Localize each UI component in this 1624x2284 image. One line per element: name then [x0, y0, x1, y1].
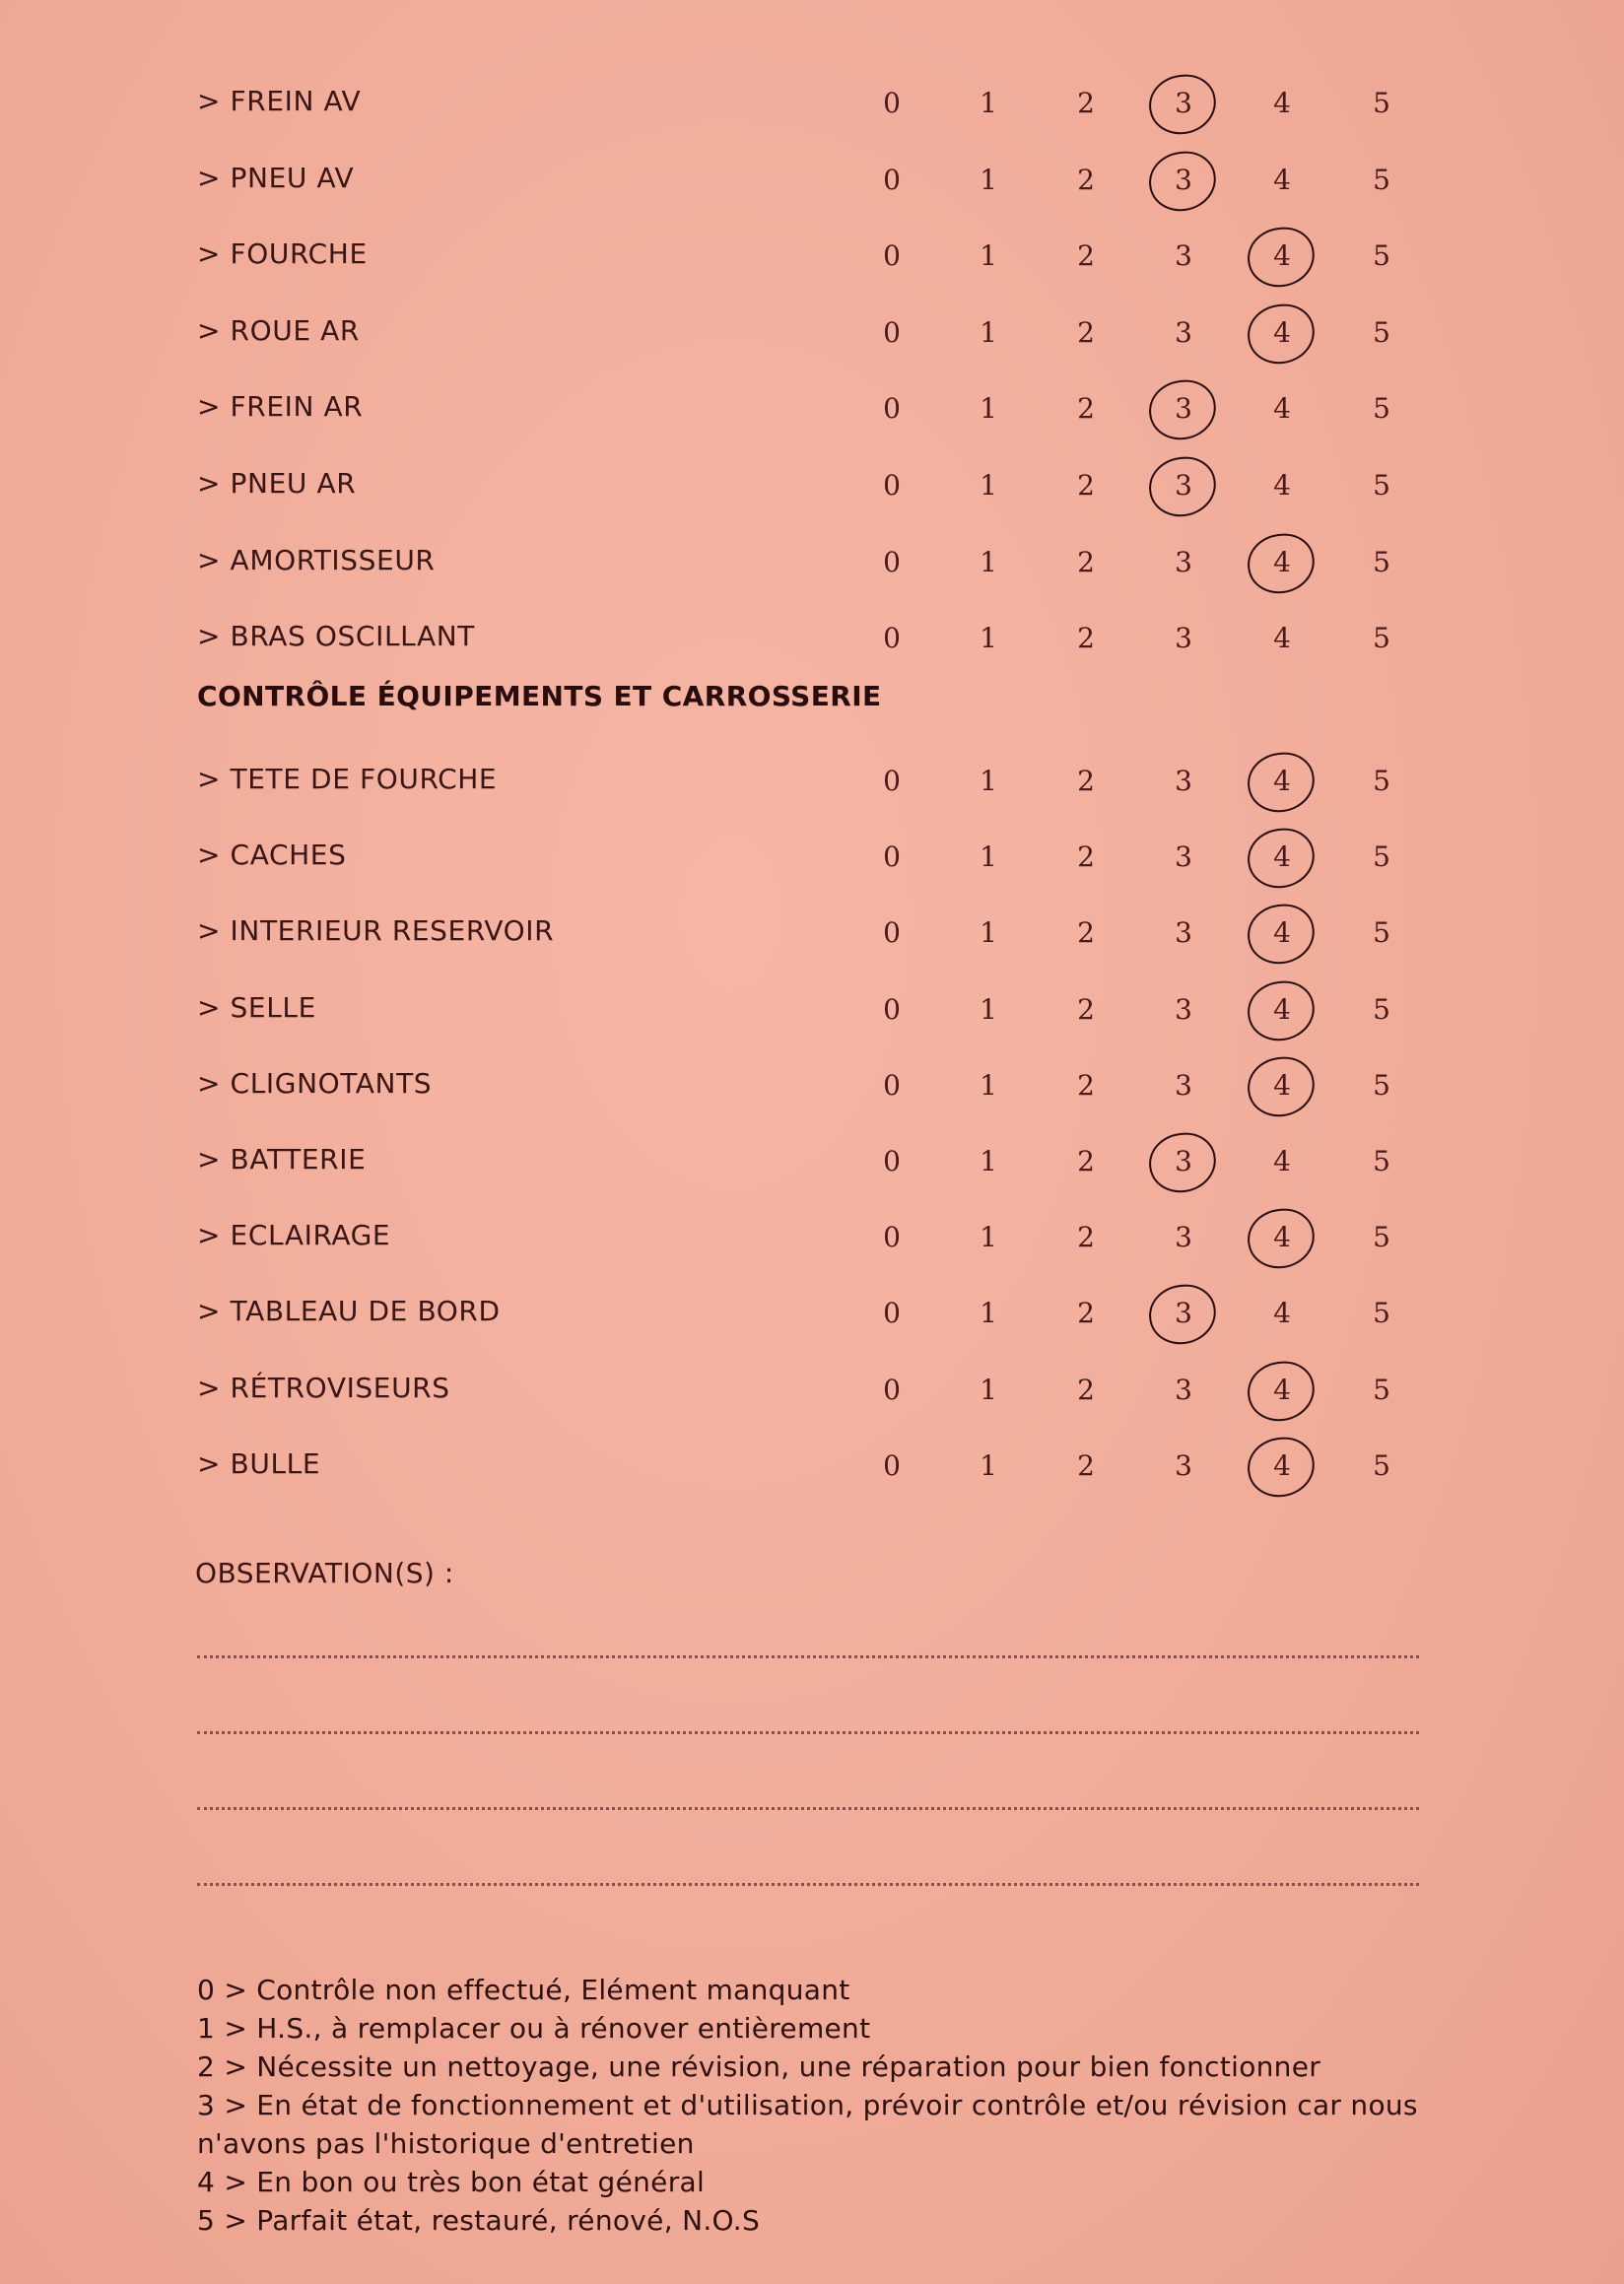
- rating-option-5[interactable]: 5: [1373, 765, 1390, 797]
- checklist-row: [0, 901, 1624, 960]
- rating-option-1[interactable]: 1: [980, 239, 997, 273]
- checklist-item-label: > FREIN AV: [197, 85, 362, 117]
- rating-option-1[interactable]: 1: [980, 392, 997, 426]
- rating-option-5[interactable]: 5: [1373, 916, 1390, 950]
- rating-option-0[interactable]: 0: [883, 87, 901, 119]
- rating-option-4[interactable]: 4: [1262, 916, 1302, 949]
- checklist-item-label: > AMORTISSEUR: [197, 543, 436, 576]
- rating-option-3[interactable]: 3: [1175, 545, 1192, 578]
- rating-option-4[interactable]: 4: [1262, 546, 1302, 578]
- rating-option-3[interactable]: 3: [1175, 1221, 1192, 1254]
- rating-option-2[interactable]: 2: [1077, 1448, 1095, 1482]
- rating-option-3[interactable]: 3: [1164, 392, 1203, 425]
- checklist-row: [0, 1129, 1624, 1188]
- rating-option-1[interactable]: 1: [980, 1145, 997, 1177]
- rating-option-5[interactable]: 5: [1373, 1373, 1390, 1406]
- section-title-equipment: CONTRÔLE ÉQUIPEMENTS ET CARROSSERIE: [197, 680, 882, 712]
- rating-option-2[interactable]: 2: [1077, 1068, 1095, 1102]
- rating-option-4[interactable]: 4: [1273, 1145, 1291, 1177]
- rating-option-4[interactable]: 4: [1273, 1297, 1291, 1330]
- rating-option-3[interactable]: 3: [1175, 239, 1192, 273]
- checklist-item-label: > ROUE AR: [197, 313, 360, 347]
- rating-option-1[interactable]: 1: [980, 545, 997, 578]
- rating-option-0[interactable]: 0: [883, 992, 901, 1026]
- rating-option-1[interactable]: 1: [980, 469, 997, 502]
- rating-option-1[interactable]: 1: [980, 87, 997, 119]
- observation-line-4: [197, 1883, 1419, 1886]
- checklist-row: [0, 1358, 1624, 1417]
- rating-option-5[interactable]: 5: [1373, 392, 1390, 426]
- rating-option-2[interactable]: 2: [1077, 1373, 1095, 1406]
- observation-line-2: [197, 1731, 1419, 1734]
- rating-option-2[interactable]: 2: [1077, 1297, 1095, 1330]
- checklist-row: [0, 301, 1624, 360]
- rating-option-4[interactable]: 4: [1273, 622, 1291, 655]
- rating-option-0[interactable]: 0: [883, 1221, 901, 1254]
- rating-option-5[interactable]: 5: [1373, 1221, 1390, 1254]
- checklist-row: [0, 1281, 1624, 1340]
- legend-line: n'avons pas l'historique d'entretien: [197, 2127, 695, 2160]
- rating-option-3[interactable]: 3: [1175, 840, 1192, 874]
- rating-option-4[interactable]: 4: [1273, 87, 1291, 119]
- checklist-item-label: > TABLEAU DE BORD: [197, 1295, 501, 1328]
- checklist-row: [0, 1053, 1624, 1112]
- legend-line: 3 > En état de fonctionnement et d'utilisation, prévoir contrôle et/ou révision car nous: [197, 2089, 1418, 2121]
- rating-option-5[interactable]: 5: [1373, 1297, 1390, 1330]
- checklist-item-label: > CACHES: [197, 839, 347, 872]
- rating-option-2[interactable]: 2: [1077, 87, 1095, 119]
- rating-option-2[interactable]: 2: [1077, 239, 1095, 273]
- rating-option-5[interactable]: 5: [1373, 545, 1390, 578]
- rating-option-2[interactable]: 2: [1077, 765, 1095, 797]
- rating-option-1[interactable]: 1: [980, 1448, 997, 1482]
- rating-option-2[interactable]: 2: [1077, 992, 1095, 1026]
- checklist-row: [0, 749, 1624, 808]
- checklist-row: [0, 453, 1624, 512]
- rating-option-1[interactable]: 1: [980, 315, 997, 349]
- checklist-item-label: > TETE DE FOURCHE: [197, 763, 498, 795]
- rating-option-0[interactable]: 0: [883, 622, 901, 655]
- rating-option-5[interactable]: 5: [1373, 469, 1390, 502]
- rating-option-5[interactable]: 5: [1373, 840, 1390, 874]
- checklist-row: [0, 71, 1624, 130]
- rating-option-3[interactable]: 3: [1164, 1145, 1203, 1177]
- rating-option-1[interactable]: 1: [980, 1297, 997, 1330]
- rating-option-0[interactable]: 0: [883, 469, 901, 502]
- rating-option-2[interactable]: 2: [1077, 163, 1095, 196]
- rating-option-4[interactable]: 4: [1262, 1374, 1302, 1406]
- rating-option-0[interactable]: 0: [883, 315, 901, 349]
- rating-option-0[interactable]: 0: [883, 1373, 901, 1406]
- rating-option-2[interactable]: 2: [1077, 622, 1095, 655]
- rating-option-5[interactable]: 5: [1373, 1145, 1390, 1177]
- rating-option-0[interactable]: 0: [883, 1068, 901, 1102]
- rating-option-5[interactable]: 5: [1373, 315, 1390, 349]
- rating-option-0[interactable]: 0: [883, 1145, 901, 1177]
- rating-option-2[interactable]: 2: [1077, 315, 1095, 349]
- rating-option-5[interactable]: 5: [1373, 163, 1390, 196]
- rating-option-2[interactable]: 2: [1077, 1221, 1095, 1254]
- checklist-item-label: > BULLE: [197, 1446, 321, 1480]
- checklist-row: [0, 825, 1624, 884]
- checklist-item-label: > SELLE: [197, 990, 316, 1024]
- rating-option-1[interactable]: 1: [980, 992, 997, 1026]
- checklist-row: [0, 1205, 1624, 1264]
- rating-option-3[interactable]: 3: [1175, 1448, 1192, 1482]
- rating-option-3[interactable]: 3: [1164, 164, 1203, 196]
- rating-option-5[interactable]: 5: [1373, 1448, 1390, 1482]
- rating-option-4[interactable]: 4: [1262, 1069, 1302, 1102]
- rating-option-0[interactable]: 0: [883, 545, 901, 578]
- rating-option-2[interactable]: 2: [1077, 392, 1095, 426]
- rating-option-0[interactable]: 0: [883, 840, 901, 874]
- rating-option-5[interactable]: 5: [1373, 622, 1390, 655]
- rating-option-4[interactable]: 4: [1262, 765, 1302, 797]
- rating-option-4[interactable]: 4: [1262, 239, 1302, 272]
- rating-option-0[interactable]: 0: [883, 1448, 901, 1482]
- rating-option-1[interactable]: 1: [980, 840, 997, 874]
- legend-line: 1 > H.S., à remplacer ou à rénover entièrement: [197, 2012, 871, 2045]
- rating-option-4[interactable]: 4: [1262, 1221, 1302, 1253]
- rating-option-3[interactable]: 3: [1175, 1068, 1192, 1102]
- checklist-row: [0, 148, 1624, 207]
- rating-option-3[interactable]: 3: [1175, 992, 1192, 1026]
- rating-option-2[interactable]: 2: [1077, 545, 1095, 578]
- observation-line-3: [197, 1807, 1419, 1810]
- observation-line-1: [197, 1655, 1419, 1658]
- rating-option-1[interactable]: 1: [980, 1068, 997, 1102]
- rating-option-1[interactable]: 1: [980, 1221, 997, 1254]
- checklist-row: [0, 376, 1624, 436]
- rating-option-4[interactable]: 4: [1273, 163, 1291, 196]
- rating-option-1[interactable]: 1: [980, 1373, 997, 1406]
- rating-option-5[interactable]: 5: [1373, 992, 1390, 1026]
- rating-option-1[interactable]: 1: [980, 622, 997, 655]
- rating-option-4[interactable]: 4: [1273, 392, 1291, 426]
- rating-option-3[interactable]: 3: [1175, 315, 1192, 349]
- checklist-item-label: > PNEU AV: [197, 161, 355, 194]
- checklist-item-label: > ECLAIRAGE: [197, 1219, 391, 1252]
- checklist-item-label: > BATTERIE: [197, 1143, 367, 1176]
- rating-option-0[interactable]: 0: [883, 916, 901, 950]
- rating-option-2[interactable]: 2: [1077, 469, 1095, 502]
- checklist-item-label: > RÉTROVISEURS: [197, 1371, 450, 1404]
- checklist-row: [0, 977, 1624, 1037]
- rating-option-1[interactable]: 1: [980, 916, 997, 950]
- legend-line: 0 > Contrôle non effectué, Elément manquant: [197, 1974, 850, 2006]
- rating-option-0[interactable]: 0: [883, 1297, 901, 1330]
- checklist-item-label: > INTERIEUR RESERVOIR: [197, 914, 555, 948]
- rating-option-3[interactable]: 3: [1164, 1297, 1203, 1329]
- rating-option-4[interactable]: 4: [1273, 469, 1291, 502]
- rating-option-1[interactable]: 1: [980, 765, 997, 797]
- checklist-item-label: > FOURCHE: [197, 237, 368, 271]
- rating-option-2[interactable]: 2: [1077, 840, 1095, 874]
- checklist-item-label: > PNEU AR: [197, 467, 357, 500]
- rating-option-5[interactable]: 5: [1373, 239, 1390, 273]
- rating-option-3[interactable]: 3: [1175, 1373, 1192, 1406]
- rating-legend: [197, 1971, 1419, 2240]
- legend-line: 5 > Parfait état, restauré, rénové, N.O.S: [197, 2204, 761, 2237]
- rating-option-4[interactable]: 4: [1262, 840, 1302, 873]
- checklist-row: [0, 224, 1624, 283]
- rating-option-5[interactable]: 5: [1373, 87, 1390, 119]
- rating-option-0[interactable]: 0: [883, 163, 901, 196]
- rating-option-0[interactable]: 0: [883, 392, 901, 426]
- rating-option-2[interactable]: 2: [1077, 1145, 1095, 1177]
- rating-option-0[interactable]: 0: [883, 239, 901, 273]
- checklist-row: [0, 606, 1624, 665]
- rating-option-1[interactable]: 1: [980, 163, 997, 196]
- rating-option-0[interactable]: 0: [883, 765, 901, 797]
- rating-option-3[interactable]: 3: [1175, 765, 1192, 797]
- rating-option-3[interactable]: 3: [1175, 622, 1192, 655]
- checklist-item-label: > CLIGNOTANTS: [197, 1066, 433, 1100]
- rating-option-4[interactable]: 4: [1262, 993, 1302, 1026]
- observations-label: OBSERVATION(S) :: [195, 1557, 454, 1589]
- rating-option-3[interactable]: 3: [1164, 469, 1203, 502]
- checklist-row: [0, 1434, 1624, 1493]
- rating-option-4[interactable]: 4: [1262, 316, 1302, 349]
- rating-option-3[interactable]: 3: [1164, 87, 1203, 119]
- legend-line: 4 > En bon ou très bon état général: [197, 2166, 706, 2198]
- rating-option-2[interactable]: 2: [1077, 916, 1095, 950]
- checklist-item-label: > FREIN AR: [197, 390, 364, 424]
- rating-option-4[interactable]: 4: [1262, 1449, 1302, 1482]
- rating-option-3[interactable]: 3: [1175, 916, 1192, 950]
- checklist-row: [0, 530, 1624, 589]
- rating-option-5[interactable]: 5: [1373, 1068, 1390, 1102]
- checklist-item-label: > BRAS OSCILLANT: [197, 620, 475, 653]
- legend-line: 2 > Nécessite un nettoyage, une révision, une réparation pour bien fonctionner: [197, 2050, 1321, 2083]
